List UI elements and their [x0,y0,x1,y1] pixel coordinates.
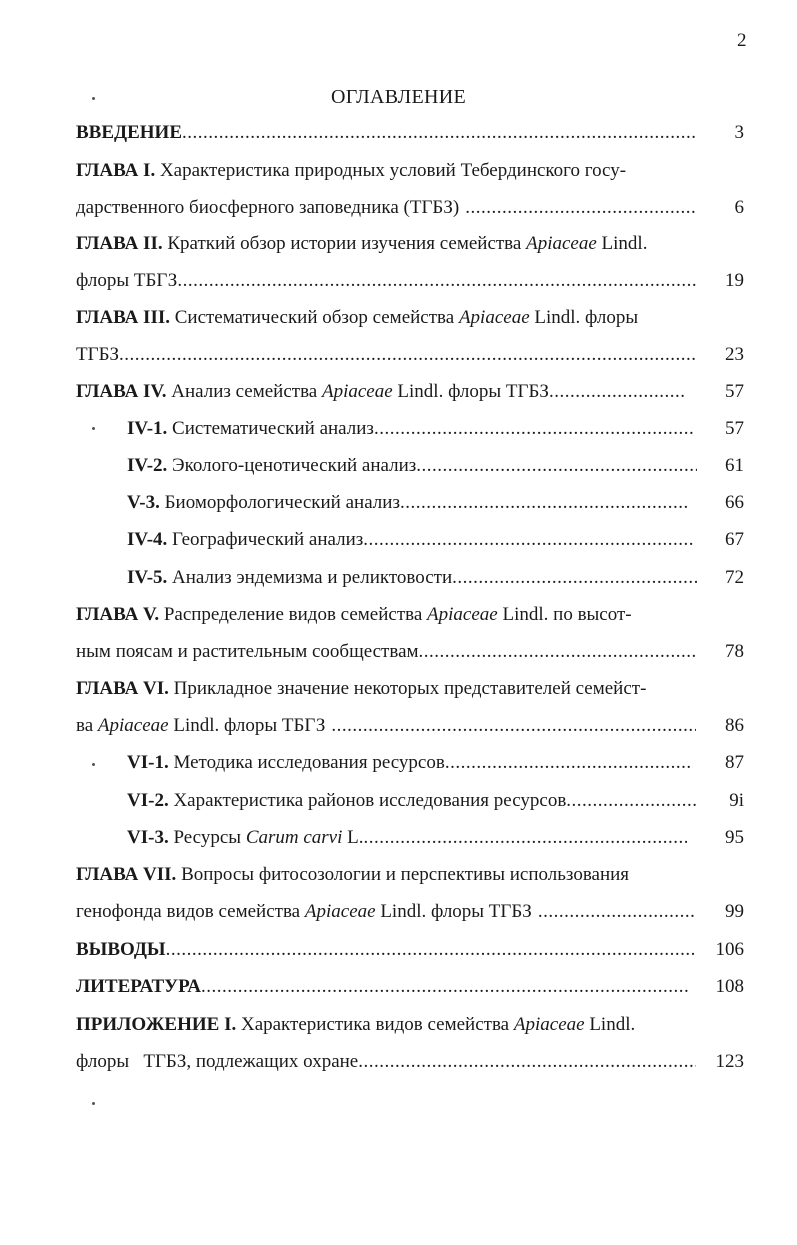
toc-page-number: 123 [715,1051,744,1072]
toc-entry-label: VI-1. [127,752,169,773]
toc-page-number: 6 [734,197,744,218]
toc-entry-section-4-5[interactable] [127,565,697,591]
toc-page-number: 108 [715,976,744,997]
dot-leader [182,120,696,146]
toc-entry-text: Географический анализ [172,529,364,550]
toc-entry-appendix-1-cont [76,1049,696,1075]
toc-entry-section-6-1[interactable] [127,750,693,776]
toc-entry-label: ГЛАВА VII. [76,864,177,885]
toc-entry-label: ЛИТЕРАТУРА [76,976,202,997]
dot-leader [465,195,696,221]
toc-entry-label: VI-3. [127,827,169,848]
toc-entry-text: Распределение видов семейства [163,604,423,625]
toc-entry-label: ГЛАВА V. [76,604,160,625]
scan-speck [92,763,95,766]
toc-entry-conclusions[interactable] [76,937,696,963]
taxon-name: Apiaceae [427,604,498,625]
toc-entry-text: генофонда видов семейства [76,901,301,922]
toc-page-number: 67 [725,529,744,550]
toc-entry-text: Методика исследования ресурсов [173,752,445,773]
toc-entry-text: Lindl. флоры [534,307,639,328]
toc-entry-text: ва [76,715,94,736]
dot-leader [358,1049,696,1075]
toc-page-number: 57 [725,418,744,439]
toc-page-number: 61 [725,455,744,476]
toc-entry-text: Биоморфологический анализ [164,492,400,513]
toc-entry-label: ГЛАВА VI. [76,678,169,699]
toc-entry-text: Прикладное значение некоторых представителей семейст- [173,678,647,699]
toc-page-number: 66 [725,492,744,513]
toc-entry-chapter-7[interactable] [76,862,700,888]
toc-entry-text: Краткий обзор истории изучения семейства [167,233,522,254]
toc-entry-label: IV-1. [127,418,168,439]
toc-page-number: 87 [725,752,744,773]
toc-entry-introduction[interactable] [76,120,696,146]
toc-entry-section-4-3[interactable] [127,490,687,516]
toc-entry-chapter-3-cont [76,342,696,368]
taxon-name: Apiaceae [97,715,169,736]
toc-page-number: 3 [734,122,744,143]
toc-entry-text: Систематический обзор семейства [174,307,455,328]
toc-page-number: 99 [725,901,744,922]
toc-entry-text: Вопросы фитосозологии и перспективы использования [181,864,630,885]
toc-entry-text: Характеристика природных условий Тебердинского госу- [159,160,627,181]
toc-page-number: 9i [729,790,744,811]
toc-entry-chapter-1[interactable] [76,158,700,184]
dot-leader [374,416,693,442]
toc-entry-text: Характеристика видов семейства [240,1014,510,1035]
toc-entry-label: ГЛАВА I. [76,160,156,181]
toc-entry-chapter-7-cont [76,899,696,925]
dot-leader [419,639,696,665]
dot-leader [119,342,696,368]
toc-entry-label: IV-2. [127,455,168,476]
toc-entry-label: IV-4. [127,529,168,550]
toc-page-number: 106 [715,939,744,960]
toc-entry-text: Характеристика районов исследования ресурсов [173,790,567,811]
toc-entry-chapter-2-cont [76,268,696,294]
dot-leader [400,490,687,516]
toc-entry-text: Lindl. флоры ТБГЗ [173,715,326,736]
taxon-name: Apiaceae [513,1014,585,1035]
taxon-name: Carum carvi [245,827,343,848]
taxon-name: Apiaceae [526,233,597,254]
toc-entry-label: ГЛАВА III. [76,307,170,328]
toc-entry-literature[interactable] [76,974,690,1000]
dot-leader [364,825,688,851]
toc-entry-text: дарственного биосферного заповедника (ТГБЗ) [76,197,460,218]
toc-entry-text: Ресурсы [173,827,242,848]
toc-entry-text: Lindl. по высот- [502,604,632,625]
scan-speck [92,427,95,430]
toc-entry-text: ТГБЗ [76,344,120,365]
toc-entry-label: ВВЕДЕНИЕ [76,122,182,143]
toc-entry-text: L. [347,827,364,848]
toc-entry-chapter-4[interactable] [76,379,686,405]
scan-speck [92,97,95,100]
toc-page-number: 95 [725,827,744,848]
dot-leader [538,899,696,925]
dot-leader [566,788,697,814]
toc-page-number: 23 [725,344,744,365]
dot-leader [201,974,690,1000]
toc-entry-text: Lindl. флоры ТГБЗ [380,901,532,922]
toc-entry-section-4-4[interactable] [127,527,695,553]
toc-entry-appendix-1[interactable] [76,1012,700,1038]
toc-entry-label: ГЛАВА II. [76,233,163,254]
toc-entry-section-4-2[interactable] [127,453,697,479]
toc-entry-label: V-3. [127,492,160,513]
toc-page-number: 86 [725,715,744,736]
toc-entry-label: IV-5. [127,567,168,588]
dot-leader [452,565,697,591]
toc-entry-text: ным поясам и растительным сообществам [76,641,419,662]
toc-entry-text: Lindl. флоры ТГБЗ [397,381,549,402]
toc-entry-chapter-1-cont [76,195,696,221]
toc-entry-chapter-5[interactable] [76,602,700,628]
toc-entry-text: флоры ТГБЗ, подлежащих охране [76,1051,359,1072]
toc-page-number: 57 [725,381,744,402]
dot-leader [445,750,693,776]
toc-page-number: 19 [725,270,744,291]
toc-entry-chapter-6-cont [76,713,696,739]
dot-leader [416,453,697,479]
toc-entry-text: Эколого-ценотический анализ [172,455,417,476]
toc-entry-label: ВЫВОДЫ [76,939,166,960]
toc-page-number: 72 [725,567,744,588]
dot-leader [363,527,695,553]
toc-entry-label: ГЛАВА IV. [76,381,167,402]
toc-entry-text: Систематический анализ [172,418,374,439]
toc-page-number: 78 [725,641,744,662]
toc-entry-text: Lindl. [589,1014,636,1035]
toc-entry-section-6-3[interactable] [127,825,687,851]
toc-entry-label: VI-2. [127,790,169,811]
toc-entry-text: Lindl. [601,233,648,254]
taxon-name: Apiaceae [458,307,530,328]
taxon-name: Apiaceae [321,381,393,402]
page-number: 2 [737,30,747,51]
toc-title: ОГЛАВЛЕНИЕ [331,86,466,108]
toc-entry-chapter-3[interactable] [76,305,700,331]
toc-entry-chapter-6[interactable] [76,676,700,702]
dot-leader [177,268,696,294]
toc-entry-chapter-2[interactable] [76,231,700,257]
taxon-name: Apiaceae [304,901,376,922]
toc-entry-section-4-1[interactable] [127,416,693,442]
toc-entry-label: ПРИЛОЖЕНИЕ I. [76,1014,237,1035]
dot-leader [549,379,686,405]
toc-entry-chapter-5-cont [76,639,696,665]
toc-entry-text: Анализ эндемизма и реликтовости [172,567,453,588]
toc-entry-text: флоры ТБГЗ [76,270,178,291]
scan-speck [92,1102,95,1105]
dot-leader [331,713,696,739]
toc-entry-section-6-2[interactable] [127,788,697,814]
toc-entry-text: Анализ семейства [171,381,318,402]
dot-leader [166,937,696,963]
